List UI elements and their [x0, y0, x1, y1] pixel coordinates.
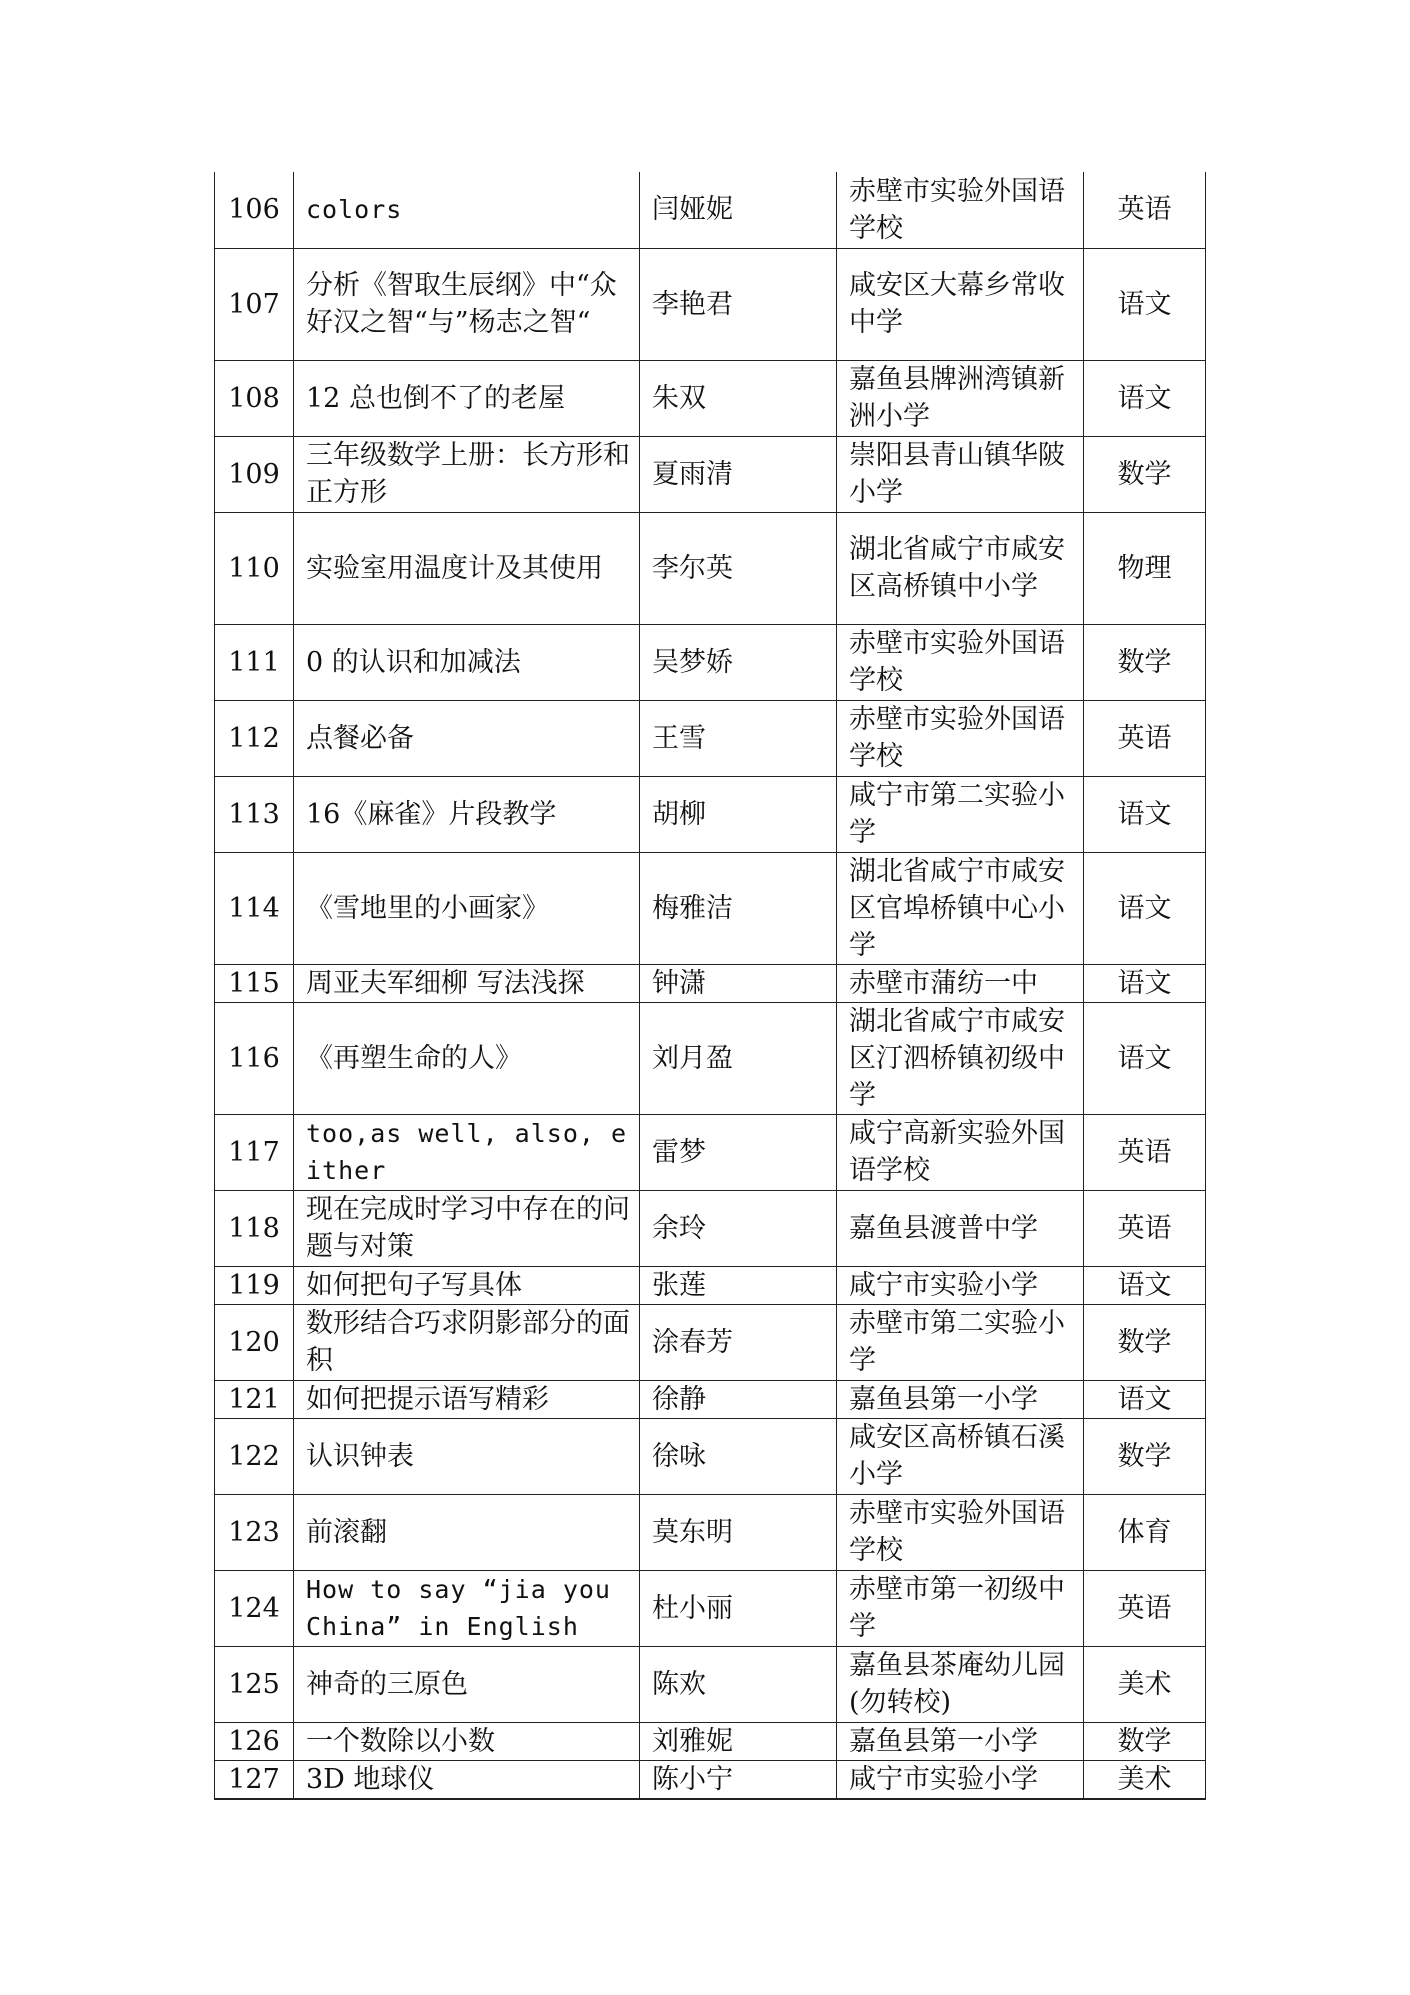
table-row: [215, 1418, 1206, 1494]
entry-teacher: 钟潇: [640, 964, 837, 1002]
entry-teacher: 余玲: [640, 1190, 837, 1266]
entry-school: 赤壁市第二实验小学: [837, 1304, 1084, 1380]
entry-school: 赤壁市蒲纺一中: [837, 964, 1084, 1002]
entry-title: 如何把句子写具体: [294, 1266, 640, 1304]
entries-table: [214, 172, 1206, 1800]
table-row: [215, 1760, 1206, 1799]
entry-number: 119: [215, 1266, 294, 1304]
table-row: [215, 624, 1206, 700]
entry-school: 咸宁市实验小学: [837, 1760, 1084, 1799]
entry-subject: 数学: [1084, 1722, 1206, 1760]
entry-number: 121: [215, 1380, 294, 1418]
entry-teacher: 吴梦娇: [640, 624, 837, 700]
entry-teacher: 徐静: [640, 1380, 837, 1418]
entry-title: colors: [294, 172, 640, 248]
entry-teacher: 夏雨清: [640, 436, 837, 512]
entry-number: 110: [215, 512, 294, 624]
entry-title: 12 总也倒不了的老屋: [294, 360, 640, 436]
table-row: [215, 1304, 1206, 1380]
entry-title: 神奇的三原色: [294, 1646, 640, 1722]
entry-school: 嘉鱼县渡普中学: [837, 1190, 1084, 1266]
entry-subject: 物理: [1084, 512, 1206, 624]
table-row: [215, 512, 1206, 624]
entry-teacher: 闫娅妮: [640, 172, 837, 248]
entry-subject: 数学: [1084, 436, 1206, 512]
entry-school: 湖北省咸宁市咸安区官埠桥镇中心小学: [837, 852, 1084, 964]
entry-school: 咸宁市实验小学: [837, 1266, 1084, 1304]
table-row: [215, 172, 1206, 248]
entry-number: 112: [215, 700, 294, 776]
entry-subject: 数学: [1084, 1304, 1206, 1380]
entry-school: 嘉鱼县第一小学: [837, 1380, 1084, 1418]
entry-number: 126: [215, 1722, 294, 1760]
entry-title: 一个数除以小数: [294, 1722, 640, 1760]
entry-number: 113: [215, 776, 294, 852]
entry-subject: 英语: [1084, 172, 1206, 248]
table-row: [215, 436, 1206, 512]
entry-number: 108: [215, 360, 294, 436]
entry-school: 赤壁市实验外国语学校: [837, 700, 1084, 776]
table-row: [215, 1266, 1206, 1304]
entry-teacher: 陈欢: [640, 1646, 837, 1722]
entry-subject: 美术: [1084, 1760, 1206, 1799]
entry-school: 咸宁市第二实验小学: [837, 776, 1084, 852]
entry-teacher: 张莲: [640, 1266, 837, 1304]
entry-teacher: 胡柳: [640, 776, 837, 852]
entry-teacher: 梅雅洁: [640, 852, 837, 964]
entry-teacher: 李艳君: [640, 248, 837, 360]
entry-subject: 英语: [1084, 700, 1206, 776]
table-row: [215, 360, 1206, 436]
entry-number: 125: [215, 1646, 294, 1722]
entry-subject: 体育: [1084, 1494, 1206, 1570]
entry-school: 咸宁高新实验外国语学校: [837, 1114, 1084, 1190]
entry-school: 咸安区高桥镇石溪小学: [837, 1418, 1084, 1494]
table-row: [215, 1646, 1206, 1722]
entry-subject: 语文: [1084, 964, 1206, 1002]
entry-school: 嘉鱼县第一小学: [837, 1722, 1084, 1760]
table-row: [215, 776, 1206, 852]
entry-title: 实验室用温度计及其使用: [294, 512, 640, 624]
entry-subject: 语文: [1084, 360, 1206, 436]
entry-number: 120: [215, 1304, 294, 1380]
table-row: [215, 852, 1206, 964]
entry-title: 点餐必备: [294, 700, 640, 776]
entry-school: 赤壁市实验外国语学校: [837, 172, 1084, 248]
entry-school: 嘉鱼县牌洲湾镇新洲小学: [837, 360, 1084, 436]
entry-number: 118: [215, 1190, 294, 1266]
entry-subject: 英语: [1084, 1190, 1206, 1266]
entry-number: 123: [215, 1494, 294, 1570]
entry-title: 三年级数学上册：长方形和正方形: [294, 436, 640, 512]
table-row: [215, 1190, 1206, 1266]
entry-subject: 数学: [1084, 1418, 1206, 1494]
entry-teacher: 刘月盈: [640, 1002, 837, 1114]
entry-number: 116: [215, 1002, 294, 1114]
entry-school: 赤壁市实验外国语学校: [837, 624, 1084, 700]
entry-number: 117: [215, 1114, 294, 1190]
entry-title: 分析《智取生辰纲》中“众好汉之智“与”杨志之智“: [294, 248, 640, 360]
entry-school: 赤壁市实验外国语学校: [837, 1494, 1084, 1570]
entry-subject: 语文: [1084, 776, 1206, 852]
entry-school: 湖北省咸宁市咸安区汀泗桥镇初级中学: [837, 1002, 1084, 1114]
table-row: [215, 700, 1206, 776]
entry-teacher: 涂春芳: [640, 1304, 837, 1380]
entry-school: 咸安区大幕乡常收中学: [837, 248, 1084, 360]
table-row: [215, 1494, 1206, 1570]
entries-table-body: [215, 172, 1206, 1799]
table-row: [215, 1002, 1206, 1114]
entry-number: 109: [215, 436, 294, 512]
entry-number: 122: [215, 1418, 294, 1494]
entry-number: 115: [215, 964, 294, 1002]
entry-teacher: 李尔英: [640, 512, 837, 624]
entry-number: 106: [215, 172, 294, 248]
entry-subject: 数学: [1084, 624, 1206, 700]
entry-teacher: 徐咏: [640, 1418, 837, 1494]
entry-subject: 语文: [1084, 248, 1206, 360]
entry-subject: 语文: [1084, 1002, 1206, 1114]
entry-number: 124: [215, 1570, 294, 1646]
entry-teacher: 莫东明: [640, 1494, 837, 1570]
entry-title: How to say “jia you China” in English: [294, 1570, 640, 1646]
table-row: [215, 1114, 1206, 1190]
entry-school: 嘉鱼县茶庵幼儿园(勿转校): [837, 1646, 1084, 1722]
entry-subject: 语文: [1084, 852, 1206, 964]
entry-school: 赤壁市第一初级中学: [837, 1570, 1084, 1646]
entry-teacher: 刘雅妮: [640, 1722, 837, 1760]
entry-title: 周亚夫军细柳 写法浅探: [294, 964, 640, 1002]
table-row: [215, 248, 1206, 360]
entry-subject: 语文: [1084, 1266, 1206, 1304]
entry-title: 现在完成时学习中存在的问题与对策: [294, 1190, 640, 1266]
entry-teacher: 朱双: [640, 360, 837, 436]
table-row: [215, 1380, 1206, 1418]
entry-school: 湖北省咸宁市咸安区高桥镇中小学: [837, 512, 1084, 624]
entry-teacher: 王雪: [640, 700, 837, 776]
entry-title: 0 的认识和加减法: [294, 624, 640, 700]
entry-teacher: 雷梦: [640, 1114, 837, 1190]
entry-school: 崇阳县青山镇华陂小学: [837, 436, 1084, 512]
entry-teacher: 杜小丽: [640, 1570, 837, 1646]
table-row: [215, 964, 1206, 1002]
entry-title: 《雪地里的小画家》: [294, 852, 640, 964]
table-row: [215, 1722, 1206, 1760]
entry-title: 数形结合巧求阴影部分的面积: [294, 1304, 640, 1380]
entry-subject: 美术: [1084, 1646, 1206, 1722]
entry-number: 114: [215, 852, 294, 964]
table-row: [215, 1570, 1206, 1646]
entry-number: 107: [215, 248, 294, 360]
entry-title: 《再塑生命的人》: [294, 1002, 640, 1114]
entry-number: 127: [215, 1760, 294, 1799]
entry-teacher: 陈小宁: [640, 1760, 837, 1799]
entry-title: too,as well, also, either: [294, 1114, 640, 1190]
entry-subject: 语文: [1084, 1380, 1206, 1418]
entry-title: 前滚翻: [294, 1494, 640, 1570]
entry-title: 3D 地球仪: [294, 1760, 640, 1799]
entry-subject: 英语: [1084, 1570, 1206, 1646]
entry-number: 111: [215, 624, 294, 700]
entry-title: 16《麻雀》片段教学: [294, 776, 640, 852]
entry-subject: 英语: [1084, 1114, 1206, 1190]
entry-title: 认识钟表: [294, 1418, 640, 1494]
entry-title: 如何把提示语写精彩: [294, 1380, 640, 1418]
